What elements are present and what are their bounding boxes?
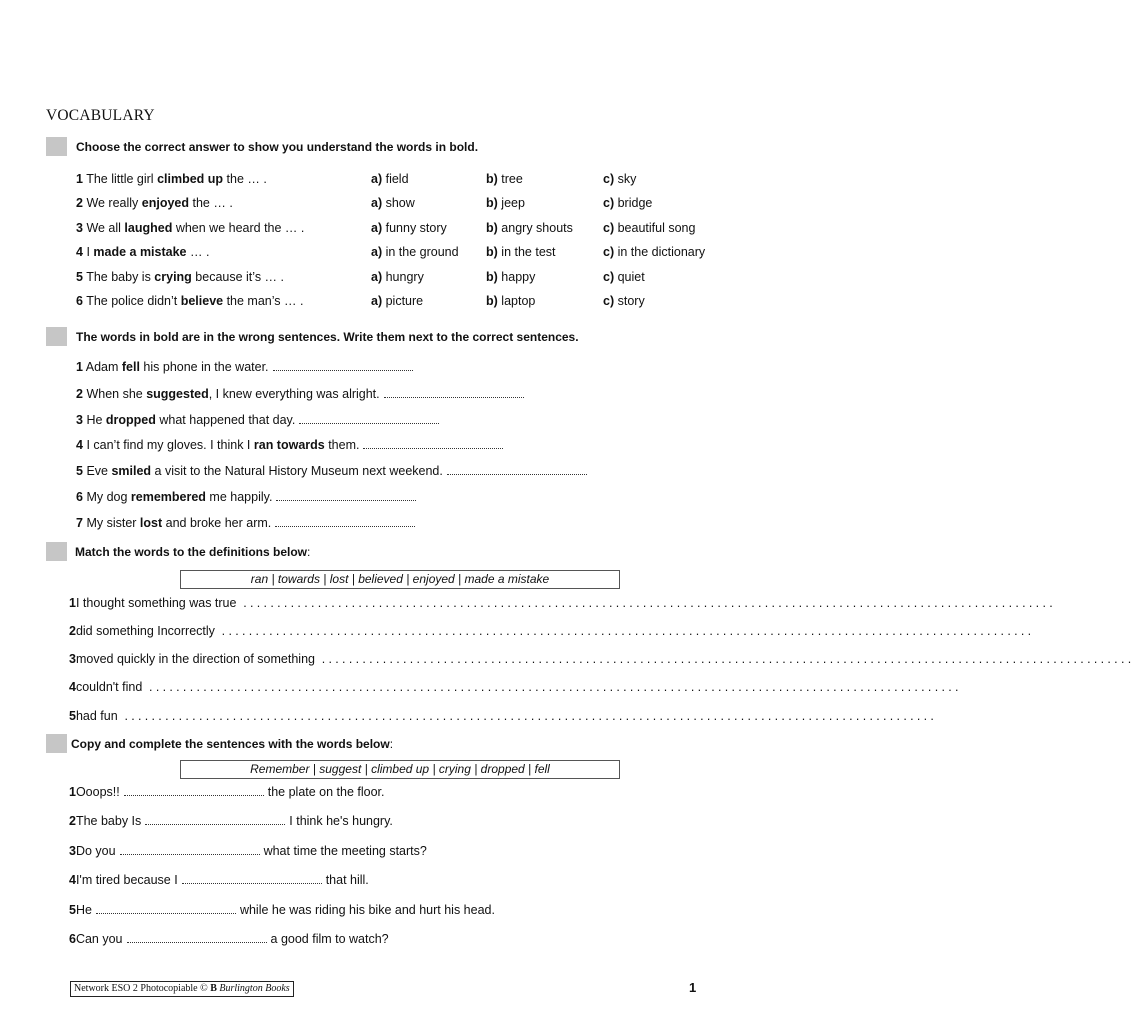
option-a	[371, 221, 447, 235]
option-a-text: field	[385, 172, 409, 186]
item-number: 2	[69, 814, 76, 828]
definition-text: had fun	[75, 709, 118, 723]
item-text-pre: The baby Is	[75, 814, 142, 828]
answer-line	[276, 491, 416, 501]
item-text-pre: We really	[86, 196, 142, 210]
item-text-pre: Ooops!!	[75, 785, 120, 799]
answer-dots: ........................................................................................................................	[117, 709, 938, 723]
item-number: 1	[69, 596, 76, 610]
item-bold-word: dropped	[105, 413, 156, 427]
option-b	[486, 245, 556, 259]
definition-item	[69, 596, 1056, 610]
answer-dots: ........................................................................................................................	[314, 652, 1135, 666]
answer-line	[363, 439, 503, 449]
option-c-label: c)	[603, 196, 615, 210]
item-number: 2	[76, 387, 83, 401]
sentence-item	[76, 464, 587, 478]
option-c-label: c)	[603, 245, 615, 259]
option-c-text: beautiful song	[617, 221, 696, 235]
answer-line	[145, 815, 285, 825]
option-a	[371, 294, 423, 308]
item-bold-word: ran towards	[253, 438, 325, 452]
page-number: 1	[689, 980, 697, 995]
item-text-post: what time the meeting starts?	[263, 844, 427, 858]
option-a-text: show	[385, 196, 415, 210]
item-number: 6	[76, 490, 83, 504]
item-bold-word: fell	[121, 360, 140, 374]
option-c	[603, 196, 652, 210]
exercise-1-heading: Choose the correct answer to show you understand the words in bold.	[76, 140, 479, 154]
option-c	[603, 221, 695, 235]
item-number: 3	[69, 652, 76, 666]
definition-text: moved quickly in the direction of something	[75, 652, 315, 666]
item-number: 1	[76, 172, 83, 186]
sentence-item	[76, 438, 503, 452]
sentence-item	[76, 413, 439, 427]
publisher-name: Burlington Books	[219, 983, 290, 994]
option-b-label: b)	[486, 196, 498, 210]
item-number: 5	[76, 270, 83, 284]
item-bold-word: laughed	[124, 221, 173, 235]
item-bold-word: crying	[154, 270, 192, 284]
item-text-pre: Adam	[85, 360, 122, 374]
item-text-post: me happily.	[205, 490, 273, 504]
item-number: 4	[76, 245, 83, 259]
mc-item	[76, 245, 209, 259]
exercise-2-marker	[46, 327, 67, 346]
option-b	[486, 172, 523, 186]
option-c	[603, 270, 645, 284]
item-number: 6	[76, 294, 83, 308]
definition-text: I thought something was true	[75, 596, 237, 610]
item-number: 5	[76, 464, 83, 478]
mc-item	[76, 270, 284, 284]
answer-line	[273, 361, 413, 371]
sentence-item	[76, 516, 415, 530]
item-text-pre: The baby is	[86, 270, 155, 284]
option-a-label: a)	[371, 294, 383, 308]
option-c-text: quiet	[617, 270, 645, 284]
item-text-pre: The little girl	[86, 172, 158, 186]
gap-fill-item	[69, 785, 385, 799]
item-text-post: while he was riding his bike and hurt his head.	[239, 903, 495, 917]
item-bold-word: smiled	[111, 464, 152, 478]
item-number: 5	[69, 903, 76, 917]
item-text-post: a visit to the Natural History Museum next weekend.	[151, 464, 443, 478]
item-text-post: the … .	[223, 172, 267, 186]
option-c-text: sky	[617, 172, 637, 186]
option-b-label: b)	[486, 221, 498, 235]
definition-item	[69, 709, 938, 723]
definition-item	[69, 652, 1135, 666]
mc-item	[76, 172, 267, 186]
option-a-label: a)	[371, 221, 383, 235]
gap-fill-item	[69, 903, 495, 917]
option-b-text: jeep	[501, 196, 525, 210]
exercise-4-word-box: Remember | suggest | climbed up | crying | dropped | fell	[180, 760, 620, 779]
publisher-mark: B	[210, 983, 217, 994]
exercise-3-marker	[46, 542, 67, 561]
definition-item	[69, 624, 1035, 638]
option-b-text: laptop	[501, 294, 536, 308]
item-number: 1	[69, 785, 76, 799]
item-text-pre: I'm tired because I	[75, 873, 178, 887]
item-text-post: what happened that day.	[155, 413, 296, 427]
item-bold-word: enjoyed	[141, 196, 190, 210]
gap-fill-item	[69, 844, 427, 858]
item-text-post: because it’s … .	[191, 270, 284, 284]
option-b-label: b)	[486, 172, 498, 186]
item-text-pre: Eve	[86, 464, 112, 478]
answer-line	[127, 933, 267, 943]
option-a-label: a)	[371, 172, 383, 186]
item-bold-word: remembered	[130, 490, 206, 504]
exercise-3-heading: Match the words to the definitions below:	[75, 545, 311, 559]
item-number: 2	[69, 624, 76, 638]
option-a-text: funny story	[385, 221, 447, 235]
footer-copyright	[70, 981, 294, 997]
option-b-text: angry shouts	[501, 221, 573, 235]
option-b-text: happy	[501, 270, 536, 284]
item-text-pre: My dog	[86, 490, 131, 504]
footer-text: Network ESO 2 Photocopiable ©	[74, 983, 211, 994]
item-text-pre: Can you	[75, 932, 123, 946]
item-bold-word: suggested	[146, 387, 209, 401]
item-text-post: … .	[186, 245, 210, 259]
option-c-label: c)	[603, 172, 615, 186]
answer-line	[447, 465, 587, 475]
answer-line	[182, 874, 322, 884]
item-number: 4	[69, 873, 76, 887]
option-c-text: story	[617, 294, 645, 308]
option-a	[371, 270, 424, 284]
option-c-label: c)	[603, 294, 615, 308]
option-c-text: bridge	[617, 196, 653, 210]
item-bold-word: believe	[180, 294, 224, 308]
option-b	[486, 294, 535, 308]
item-bold-word: lost	[139, 516, 163, 530]
item-text-pre: We all	[86, 221, 125, 235]
option-c	[603, 172, 636, 186]
item-number: 5	[69, 709, 76, 723]
gap-fill-item	[69, 814, 393, 828]
item-text-post: the … .	[189, 196, 233, 210]
item-text-post: I think he's hungry.	[289, 814, 393, 828]
item-text-pre: Do you	[75, 844, 116, 858]
option-a	[371, 245, 459, 259]
item-number: 4	[76, 438, 83, 452]
option-c-text: in the dictionary	[617, 245, 706, 259]
option-c-label: c)	[603, 270, 615, 284]
option-a-text: hungry	[385, 270, 424, 284]
definition-text: couldn't find	[75, 680, 143, 694]
exercise-4-marker	[46, 734, 67, 753]
mc-item	[76, 221, 304, 235]
option-a-text: picture	[385, 294, 424, 308]
gap-fill-item	[69, 932, 389, 946]
option-c	[603, 294, 645, 308]
answer-line	[275, 517, 415, 527]
gap-fill-item	[69, 873, 369, 887]
definition-item	[69, 680, 962, 694]
item-text-pre: When she	[86, 387, 147, 401]
item-number: 6	[69, 932, 76, 946]
item-text-post: them.	[324, 438, 360, 452]
answer-line	[120, 845, 260, 855]
option-a-text: in the ground	[385, 245, 459, 259]
item-text-post: the plate on the floor.	[267, 785, 385, 799]
item-text-post: that hill.	[325, 873, 369, 887]
option-c	[603, 245, 705, 259]
item-number: 3	[76, 221, 83, 235]
mc-item	[76, 196, 233, 210]
answer-line	[124, 786, 264, 796]
answer-dots: ........................................................................................................................	[142, 680, 962, 694]
item-text-post: the man’s … .	[223, 294, 304, 308]
option-b-label: b)	[486, 270, 498, 284]
item-text-post: when we heard the … .	[172, 221, 305, 235]
item-text-post: a good film to watch?	[270, 932, 389, 946]
sentence-item	[76, 387, 524, 401]
option-a-label: a)	[371, 270, 383, 284]
exercise-2-heading: The words in bold are in the wrong sentences. Write them next to the correct sentences.	[76, 330, 579, 344]
option-b-text: tree	[501, 172, 523, 186]
item-bold-word: climbed up	[157, 172, 224, 186]
item-number: 3	[69, 844, 76, 858]
answer-line	[299, 414, 439, 424]
option-a	[371, 196, 415, 210]
item-text-pre: He	[75, 903, 92, 917]
option-b-text: in the test	[501, 245, 556, 259]
option-b	[486, 221, 573, 235]
item-number: 4	[69, 680, 76, 694]
item-text-pre: My sister	[86, 516, 140, 530]
item-bold-word: made a mistake	[93, 245, 187, 259]
option-b-label: b)	[486, 245, 498, 259]
item-text-post: his phone in the water.	[139, 360, 269, 374]
item-text-pre: I	[86, 245, 94, 259]
item-number: 7	[76, 516, 83, 530]
item-text-post: , I knew everything was alright.	[208, 387, 380, 401]
item-text-pre: He	[86, 413, 106, 427]
option-c-label: c)	[603, 221, 615, 235]
sentence-item	[76, 360, 413, 374]
exercise-3-word-box: ran | towards | lost | believed | enjoyed | made a mistake	[180, 570, 620, 589]
item-number: 1	[76, 360, 83, 374]
answer-line	[96, 904, 236, 914]
option-a-label: a)	[371, 196, 383, 210]
item-number: 3	[76, 413, 83, 427]
answer-line	[384, 388, 524, 398]
item-text-post: and broke her arm.	[162, 516, 272, 530]
option-a-label: a)	[371, 245, 383, 259]
exercise-1-marker	[46, 137, 67, 156]
item-text-pre: I can’t find my gloves. I think I	[86, 438, 254, 452]
option-b-label: b)	[486, 294, 498, 308]
mc-item	[76, 294, 303, 308]
item-text-pre: The police didn’t	[86, 294, 181, 308]
definition-text: did something Incorrectly	[75, 624, 215, 638]
page-title: VOCABULARY	[46, 107, 155, 124]
item-number: 2	[76, 196, 83, 210]
exercise-4-heading: Copy and complete the sentences with the words below:	[71, 737, 394, 751]
answer-dots: ........................................................................................................................	[236, 596, 1056, 610]
option-a	[371, 172, 409, 186]
option-b	[486, 196, 525, 210]
option-b	[486, 270, 535, 284]
sentence-item	[76, 490, 416, 504]
answer-dots: ........................................................................................................................	[214, 624, 1035, 638]
